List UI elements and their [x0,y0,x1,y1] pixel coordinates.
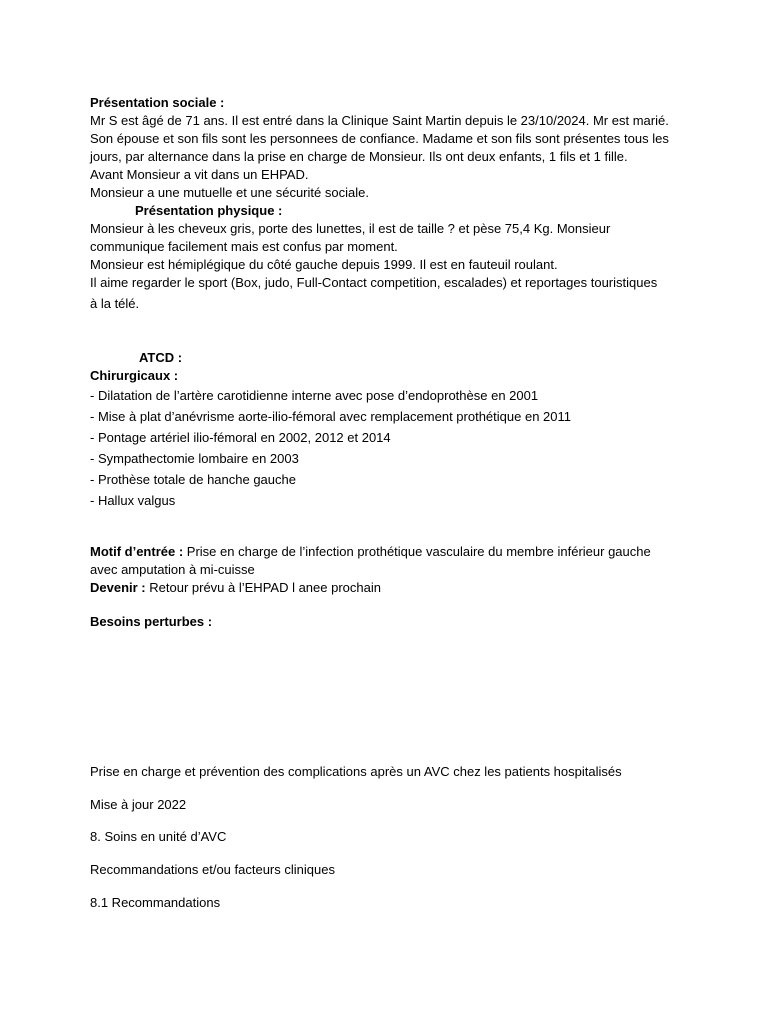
paragraph-line: Monsieur a une mutuelle et une sécurité sociale. [90,185,369,200]
paragraph-line: jours, par alternance dans la prise en charge de Monsieur. Ils ont deux enfants, 1 fils et 1 fille. [90,149,628,164]
footer-recommandations: Recommandations et/ou facteurs cliniques [90,862,335,877]
heading-presentation-sociale: Présentation sociale : [90,95,225,110]
section-besoins [90,613,690,631]
atcd-list [90,385,690,511]
motif-line [90,543,690,561]
motif-label: Motif d’entrée : [90,544,184,559]
motif-line-2: avec amputation à mi-cuisse [90,562,255,577]
paragraph-line: Son épouse et son fils sont les personnees de confiance. Madame et son fils sont présentes tous les [90,131,669,146]
list-item: - Dilatation de l’artère carotidienne interne avec pose d’endoprothèse en 2001 [90,388,539,403]
footer-title: Prise en charge et prévention des complications après un AVC chez les patients hospitalisés [90,764,622,779]
paragraph-line: Il aime regarder le sport (Box, judo, Full-Contact competition, escalades) et reportages touristiques [90,275,658,290]
list-item: - Pontage artériel ilio-fémoral en 2002, 2012 et 2014 [90,430,391,445]
devenir-label: Devenir : [90,580,146,595]
devenir-text: Retour prévu à l’EHPAD l anee prochain [145,580,381,595]
paragraph-line: Mr S est âgé de 71 ans. Il est entré dans la Clinique Saint Martin depuis le 23/10/2024. Mr est marié. [90,113,669,128]
paragraph-line: Avant Monsieur a vit dans un EHPAD. [90,167,309,182]
paragraph-line: communique facilement mais est confus par moment. [90,239,398,254]
paragraph-line: Monsieur est hémiplégique du côté gauche depuis 1999. Il est en fauteuil roulant. [90,257,558,272]
list-item: - Prothèse totale de hanche gauche [90,472,296,487]
footer-update: Mise à jour 2022 [90,797,187,812]
footer-section: 8. Soins en unité d’AVC [90,829,227,844]
paragraph-line: à la télé. [90,296,140,311]
section-presentation-sociale [90,94,690,202]
list-item: - Sympathectomie lombaire en 2003 [90,451,299,466]
section-presentation-physique [90,202,690,313]
motif-text: Prise en charge de l’infection prothétique vasculaire du membre inférieur gauche [183,544,651,559]
devenir-line [90,579,690,597]
footer-subsection: 8.1 Recommandations [90,895,221,910]
heading-atcd: ATCD : [139,350,183,365]
heading-chirurgicaux: Chirurgicaux : [90,368,179,383]
list-item: - Hallux valgus [90,493,176,508]
paragraph-line: Monsieur à les cheveux gris, porte des lunettes, il est de taille ? et pèse 75,4 Kg. Monsieur [90,221,611,236]
section-motif-devenir [90,543,690,597]
list-item: - Mise à plat d’anévrisme aorte-ilio-fémoral avec remplacement prothétique en 2011 [90,409,571,424]
heading-presentation-physique: Présentation physique : [135,203,283,218]
heading-besoins-perturbes: Besoins perturbes : [90,614,213,629]
section-atcd [90,349,690,511]
